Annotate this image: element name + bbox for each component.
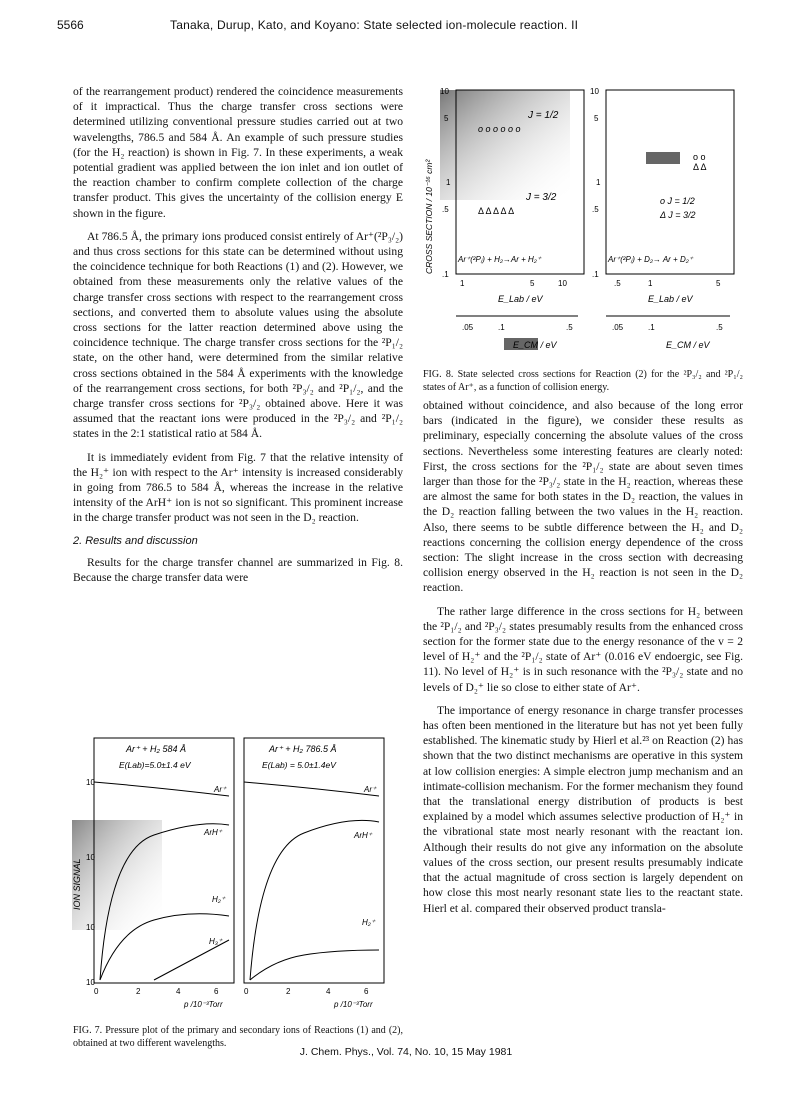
x-tick-label: 4 — [176, 987, 181, 996]
series-label: ArH⁺ — [354, 831, 372, 840]
cm-tick-label: .05 — [462, 323, 474, 332]
panel-title: Ar⁺ + H₂ 584 Å — [126, 744, 186, 754]
paragraph: of the rearrangement product) rendered the coincidence measurements of it impractical. Thus the charge transfer cross sections were determined utilizing conventional pressure studies carried out at two wavelengths, 786.5 and 584 Å. An example of such pressure studies (for the H₂ reaction) is shown in Fig. 7. In these experiments, a weak potential gradient was applied between the ion inlet and ion outlet of the reaction chamber to confirm complete collection of the charge transfer product. This gives the uncertainty of the collision energy E shown in the figure. — [73, 85, 403, 220]
left-column — [73, 84, 403, 593]
y-tick-label: .1 — [442, 270, 449, 279]
x-axis-label: E_CM / eV — [513, 340, 557, 350]
x-tick-label: 10 — [558, 279, 567, 288]
series-label: ArH⁺ — [204, 828, 222, 837]
y-tick-label: 5 — [444, 114, 449, 123]
panel-energy: E(Lab)=5.0±1.4 eV — [119, 760, 191, 770]
cm-tick-label: .5 — [566, 323, 573, 332]
x-axis-label: E_Lab / eV — [498, 294, 543, 304]
y-tick-label: .5 — [592, 205, 599, 214]
x-tick-label: 6 — [214, 987, 219, 996]
page-number: 5566 — [57, 18, 84, 32]
paragraph: It is immediately evident from Fig. 7 that the relative intensity of the H₂⁺ ion with respect to the Ar⁺ intensity is increased considerably in going from 786.5 to 584 Å, whereas the increase in the relative intensity of the ArH⁺ ion is not so significant. This prominent increase in the charge transfer product was not seen in the D₂ reaction. — [73, 450, 403, 525]
label-j32: J = 3/2 — [526, 192, 557, 203]
label-j12: J = 1/2 — [528, 110, 559, 121]
series-label: H₃⁺ — [209, 937, 223, 946]
y-tick-label: 5 — [594, 114, 599, 123]
svg-text:o o o o o o: o o o o o o — [478, 124, 521, 134]
svg-text:Δ Δ Δ Δ Δ: Δ Δ Δ Δ Δ — [478, 206, 515, 216]
paragraph: obtained without coincidence, and also because of the long error bars (indicated in the figure), we consider these results as preliminary, especially concerning the absolute values of the cross sections. Nevertheless some interesting features are clearly noted: First, the cross sections for the ²P₁/₂ state are about seven times larger than those for the ²P₃/₂ state in the H₂ reaction, whereas these are almost the same for both states in the D₂ reaction, the values in the D₂ reaction falling between the two values in the H₂ reaction. Also, there seems to be subtle difference between the H₂ and D₂ reactions concerning the collision energy dependence of the cross section: The slight increase in the cross section with decreasing collision energy observed in the H₂ reaction is not seen in the D₂ reaction. — [423, 399, 743, 595]
svg-text:Δ Δ: Δ Δ — [693, 162, 707, 172]
y-tick-label: .1 — [592, 270, 599, 279]
panel-energy: E(Lab) = 5.0±1.4eV — [262, 760, 336, 770]
x-tick-label: 6 — [364, 987, 369, 996]
series-label: H₂⁺ — [362, 918, 376, 927]
x-tick-label: 5 — [530, 279, 535, 288]
y-tick-label: 10 — [86, 778, 95, 787]
page-footer: J. Chem. Phys., Vol. 74, No. 10, 15 May 1981 — [299, 1046, 513, 1058]
figure-7 — [64, 730, 404, 1020]
y-tick-label: .5 — [442, 205, 449, 214]
x-axis-label: E_CM / eV — [666, 340, 710, 350]
x-axis-label: p /10⁻³Torr — [184, 1000, 223, 1009]
y-tick-label: 10 — [86, 853, 95, 862]
x-tick-label: .5 — [614, 279, 621, 288]
reaction-label: Ar⁺(²Pⱼ) + D₂→ Ar + D₂⁺ — [608, 255, 693, 264]
x-tick-label: 1 — [648, 279, 653, 288]
y-axis-label: CROSS SECTION / 10⁻¹⁶ cm² — [424, 159, 434, 274]
x-axis-label: E_Lab / eV — [648, 294, 693, 304]
x-tick-label: 4 — [326, 987, 331, 996]
series-label: H₂⁺ — [212, 895, 226, 904]
y-axis-label: ION SIGNAL — [72, 858, 82, 910]
x-tick-label: 5 — [716, 279, 721, 288]
x-tick-label: 0 — [244, 987, 249, 996]
x-axis-label: p /10⁻³Torr — [334, 1000, 373, 1009]
series-label: Ar⁺ — [364, 785, 377, 794]
x-tick-label: 2 — [286, 987, 291, 996]
figure-7-caption: FIG. 7. Pressure plot of the primary and secondary ions of Reactions (1) and (2), obtained at two different wavelengths. — [73, 1025, 403, 1049]
x-tick-label: 0 — [94, 987, 99, 996]
legend-j12: o J = 1/2 — [660, 196, 695, 206]
paragraph: Results for the charge transfer channel are summarized in Fig. 8. Because the charge transfer data were — [73, 555, 403, 585]
cm-tick-label: .5 — [716, 323, 723, 332]
figure-8 — [418, 84, 748, 374]
x-tick-label: 2 — [136, 987, 141, 996]
svg-text:o o: o o — [693, 152, 706, 162]
running-title: Tanaka, Durup, Kato, and Koyano: State selected ion-molecule reaction. II — [170, 18, 579, 32]
x-tick-label: 1 — [460, 279, 465, 288]
paragraph: At 786.5 Å, the primary ions produced consist entirely of Ar⁺(²P₃/₂) and thus cross sections for this state can be determined without using the coincidence technique for both Reactions (1) and (2). However, we obtained from these measurements only the relative values of the charge transfer cross sections with respect to the rearrangement cross sections, and converted them to absolute values using the absolute cross sections for the latter reaction determined above using the coincidence technique. The charge transfer cross sections for the ²P₁/₂ state, on the other hand, were determined from the similar relative cross sections obtained in the 584 Å experiments with the knowledge of the rearrangement cross sections, for both ²P₃/₂ and ²P₁/₂, and the charge transfer cross sections for ²P₃/₂ obtained above. Here it was assumed that the reactant ions were produced in the ²P₃/₂ and ²P₁/₂ states in the 2:1 statistical ratio at 584 Å. — [73, 229, 403, 441]
legend-j32: Δ J = 3/2 — [660, 210, 696, 220]
y-tick-label: 1 — [446, 178, 451, 187]
y-tick-label: 10 — [590, 87, 599, 96]
figure-8-caption: FIG. 8. State selected cross sections for Reaction (2) for the ²P₃/₂ and ²P₁/₂ states of Ar⁺, as a function of collision energy. — [423, 369, 743, 393]
cm-tick-label: .1 — [648, 323, 655, 332]
reaction-label: Ar⁺(²Pⱼ) + H₂→Ar + H₂⁺ — [458, 255, 542, 264]
page-header — [0, 16, 812, 36]
right-column — [423, 398, 743, 924]
panel-title: Ar⁺ + H₂ 786.5 Å — [269, 744, 337, 754]
cm-tick-label: .05 — [612, 323, 624, 332]
cm-tick-label: .1 — [498, 323, 505, 332]
y-tick-label: 10 — [86, 978, 95, 987]
y-tick-label: 1 — [596, 178, 601, 187]
section-heading: 2. Results and discussion — [73, 534, 198, 547]
y-tick-label: 10 — [440, 87, 449, 96]
paragraph: The importance of energy resonance in charge transfer processes has often been mentioned in the literature but has not yet been fully established. The kinematic study by Hierl et al.²³ on Reaction (2) has shown that the two distinct mechanisms are operative in this system at low collision energies: A simple electron jump mechanism and an intimate-collision mechanism. For the former mechanism they found that the translational energy distribution of products is best explained by a model which assumes selective production of H₂⁺ in the vibrational state most nearly resonant with the reactant ion. Although their results do not give any information on the absolute values of the cross section, our present results presumably indicate that the actual magnitude of cross section is largely dependent on how close this most nearly resonant state lies to the reactant state. Hierl et al. compared their observed product transla- — [423, 703, 743, 915]
y-tick-label: 10 — [86, 923, 95, 932]
paragraph: The rather large difference in the cross sections for H₂ between the ²P₁/₂ and ²P₃/₂ states presumably results from the enhanced cross section for the former state due to the energy resonance of the v = 2 level of H₂⁺ and the ²P₁/₂ state of Ar⁺ (0.016 eV endoergic, see Fig. 11). No level of H₂⁺ is in such resonance with the ²P₃/₂ state and no levels of D₂⁺ lie so close to either state of Ar⁺. — [423, 604, 743, 694]
series-label: Ar⁺ — [214, 785, 227, 794]
